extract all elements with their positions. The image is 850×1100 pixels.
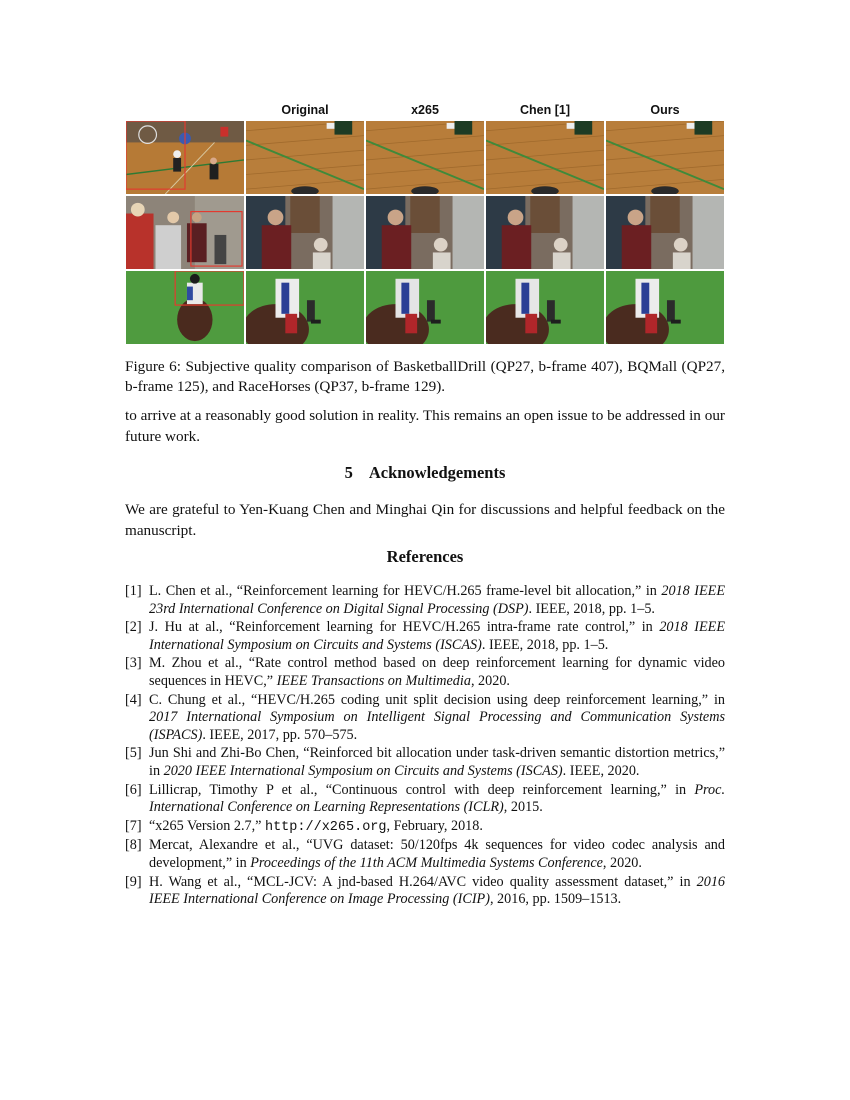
reference-text: C. Chung et al., “HEVC/H.265 coding unit split decision using deep reinforcement learning,” in <box>149 691 725 708</box>
bqmall-crop-x265 <box>365 195 485 270</box>
reference-tail: , 2020. <box>470 672 510 689</box>
section-heading <box>125 463 725 483</box>
reference-text: Mercat, Alexandre et al., “UVG dataset: 50/120fps 4k sequences for video codec analysis and development,” in <box>149 837 725 871</box>
reference-tail: . IEEE, 2018, pp. 1–5. <box>481 636 609 653</box>
reference-tail: . IEEE, 2017, pp. 570–575. <box>202 726 358 743</box>
figure-6 <box>125 100 725 397</box>
reference-venue: 2017 International Symposium on Intelligent Signal Processing and Communication Systems (ISPACS) <box>149 709 725 743</box>
reference-venue: 2016 IEEE International Conference on Image Processing (ICIP) <box>149 873 725 908</box>
reference-list <box>125 583 725 909</box>
reference-item <box>125 782 725 817</box>
reference-item <box>125 583 725 618</box>
col-header-ours: Ours <box>650 103 680 117</box>
reference-item <box>125 692 725 745</box>
reference-index: [7] <box>125 817 142 834</box>
reference-text: Lillicrap, Timothy P et al., “Continuous control with deep reinforcement learning,” in <box>149 781 695 798</box>
col-header-thumbnail <box>125 100 245 120</box>
reference-item <box>125 745 725 780</box>
reference-item <box>125 619 725 654</box>
body-paragraph: to arrive at a reasonably good solution in reality. This remains an open issue to be addressed in our future work. <box>125 407 725 445</box>
reference-text: J. Hu at al., “Reinforcement learning for HEVC/H.265 intra-frame rate control,” in <box>149 619 660 636</box>
bqmall-full-frame <box>125 195 245 270</box>
basketball-full-frame <box>125 120 245 195</box>
col-header-original: Original <box>281 103 329 117</box>
reference-tail: . IEEE, 2018, pp. 1–5. <box>528 600 655 617</box>
reference-index: [1] <box>125 583 142 599</box>
basketball-crop-x265 <box>365 120 485 195</box>
racehorses-crop-original <box>245 270 365 345</box>
section-number: 5 <box>344 463 353 482</box>
reference-url-link[interactable]: http://x265.org <box>264 819 387 835</box>
racehorses-crop-ours <box>605 270 725 345</box>
reference-text: H. Wang et al., “MCL-JCV: A jnd-based H.264/AVC video quality assessment dataset,” in <box>149 873 697 890</box>
col-header-chen: Chen [1] <box>520 103 570 117</box>
reference-index: [4] <box>125 691 142 708</box>
basketball-crop-original <box>245 120 365 195</box>
col-header-x265: x265 <box>411 103 439 117</box>
reference-venue: 2018 IEEE International Symposium on Circuits and Systems (ISCAS) <box>149 619 725 653</box>
reference-tail: . IEEE, 2020. <box>562 762 640 779</box>
figure-column-headers <box>125 100 725 120</box>
section-title: Acknowledgements <box>368 463 506 482</box>
figure-image-grid <box>125 120 725 345</box>
reference-text: M. Zhou et al., “Rate control method based on deep reinforcement learning for dynamic video sequences in HEVC,” <box>149 655 725 689</box>
bqmall-crop-original <box>245 195 365 270</box>
acknowledgements-paragraph: We are grateful to Yen-Kuang Chen and Minghai Qin for discussions and helpful feedback on the manuscript. <box>125 501 725 539</box>
racehorses-crop-chen <box>485 270 605 345</box>
reference-index: [2] <box>125 619 142 636</box>
reference-text: L. Chen et al., “Reinforcement learning for HEVC/H.265 frame-level bit allocation,” in <box>149 583 662 599</box>
reference-item <box>125 837 725 872</box>
reference-tail: , 2020. <box>602 854 642 871</box>
reference-venue: IEEE Transactions on Multimedia <box>276 672 471 689</box>
reference-item <box>125 655 725 690</box>
reference-venue: Proceedings of the 11th ACM Multimedia Systems Conference <box>250 854 603 871</box>
page <box>125 100 725 910</box>
reference-venue: 2018 IEEE 23rd International Conference on Digital Signal Processing (DSP) <box>149 583 725 617</box>
reference-index: [8] <box>125 837 142 854</box>
reference-tail: , 2015. <box>503 799 543 816</box>
reference-index: [3] <box>125 655 142 672</box>
racehorses-crop-x265 <box>365 270 485 345</box>
reference-tail: , 2016, pp. 1509–1513. <box>489 891 622 908</box>
bqmall-crop-ours <box>605 195 725 270</box>
figure-caption: Figure 6: Subjective quality comparison of BasketballDrill (QP27, b-frame 407), BQMall (QP27, b-frame 125), and RaceHorses (QP37, b-frame 129). <box>125 358 725 395</box>
reference-text: Jun Shi and Zhi-Bo Chen, “Reinforced bit allocation under task-driven semantic distortion metrics,” in <box>149 745 725 779</box>
basketball-crop-chen <box>485 120 605 195</box>
reference-venue: Proc. International Conference on Learning Representations (ICLR) <box>149 781 725 816</box>
references-heading: References <box>386 547 464 566</box>
bqmall-crop-chen <box>485 195 605 270</box>
reference-item <box>125 818 725 837</box>
reference-text: “x265 Version 2.7,” <box>149 817 265 834</box>
reference-index: [9] <box>125 873 142 890</box>
basketball-crop-ours <box>605 120 725 195</box>
reference-item <box>125 874 725 909</box>
reference-venue: 2020 IEEE International Symposium on Circuits and Systems (ISCAS) <box>163 762 563 779</box>
reference-index: [6] <box>125 781 142 798</box>
reference-tail: , February, 2018. <box>386 817 483 834</box>
reference-index: [5] <box>125 745 142 762</box>
racehorses-full-frame <box>125 270 245 345</box>
